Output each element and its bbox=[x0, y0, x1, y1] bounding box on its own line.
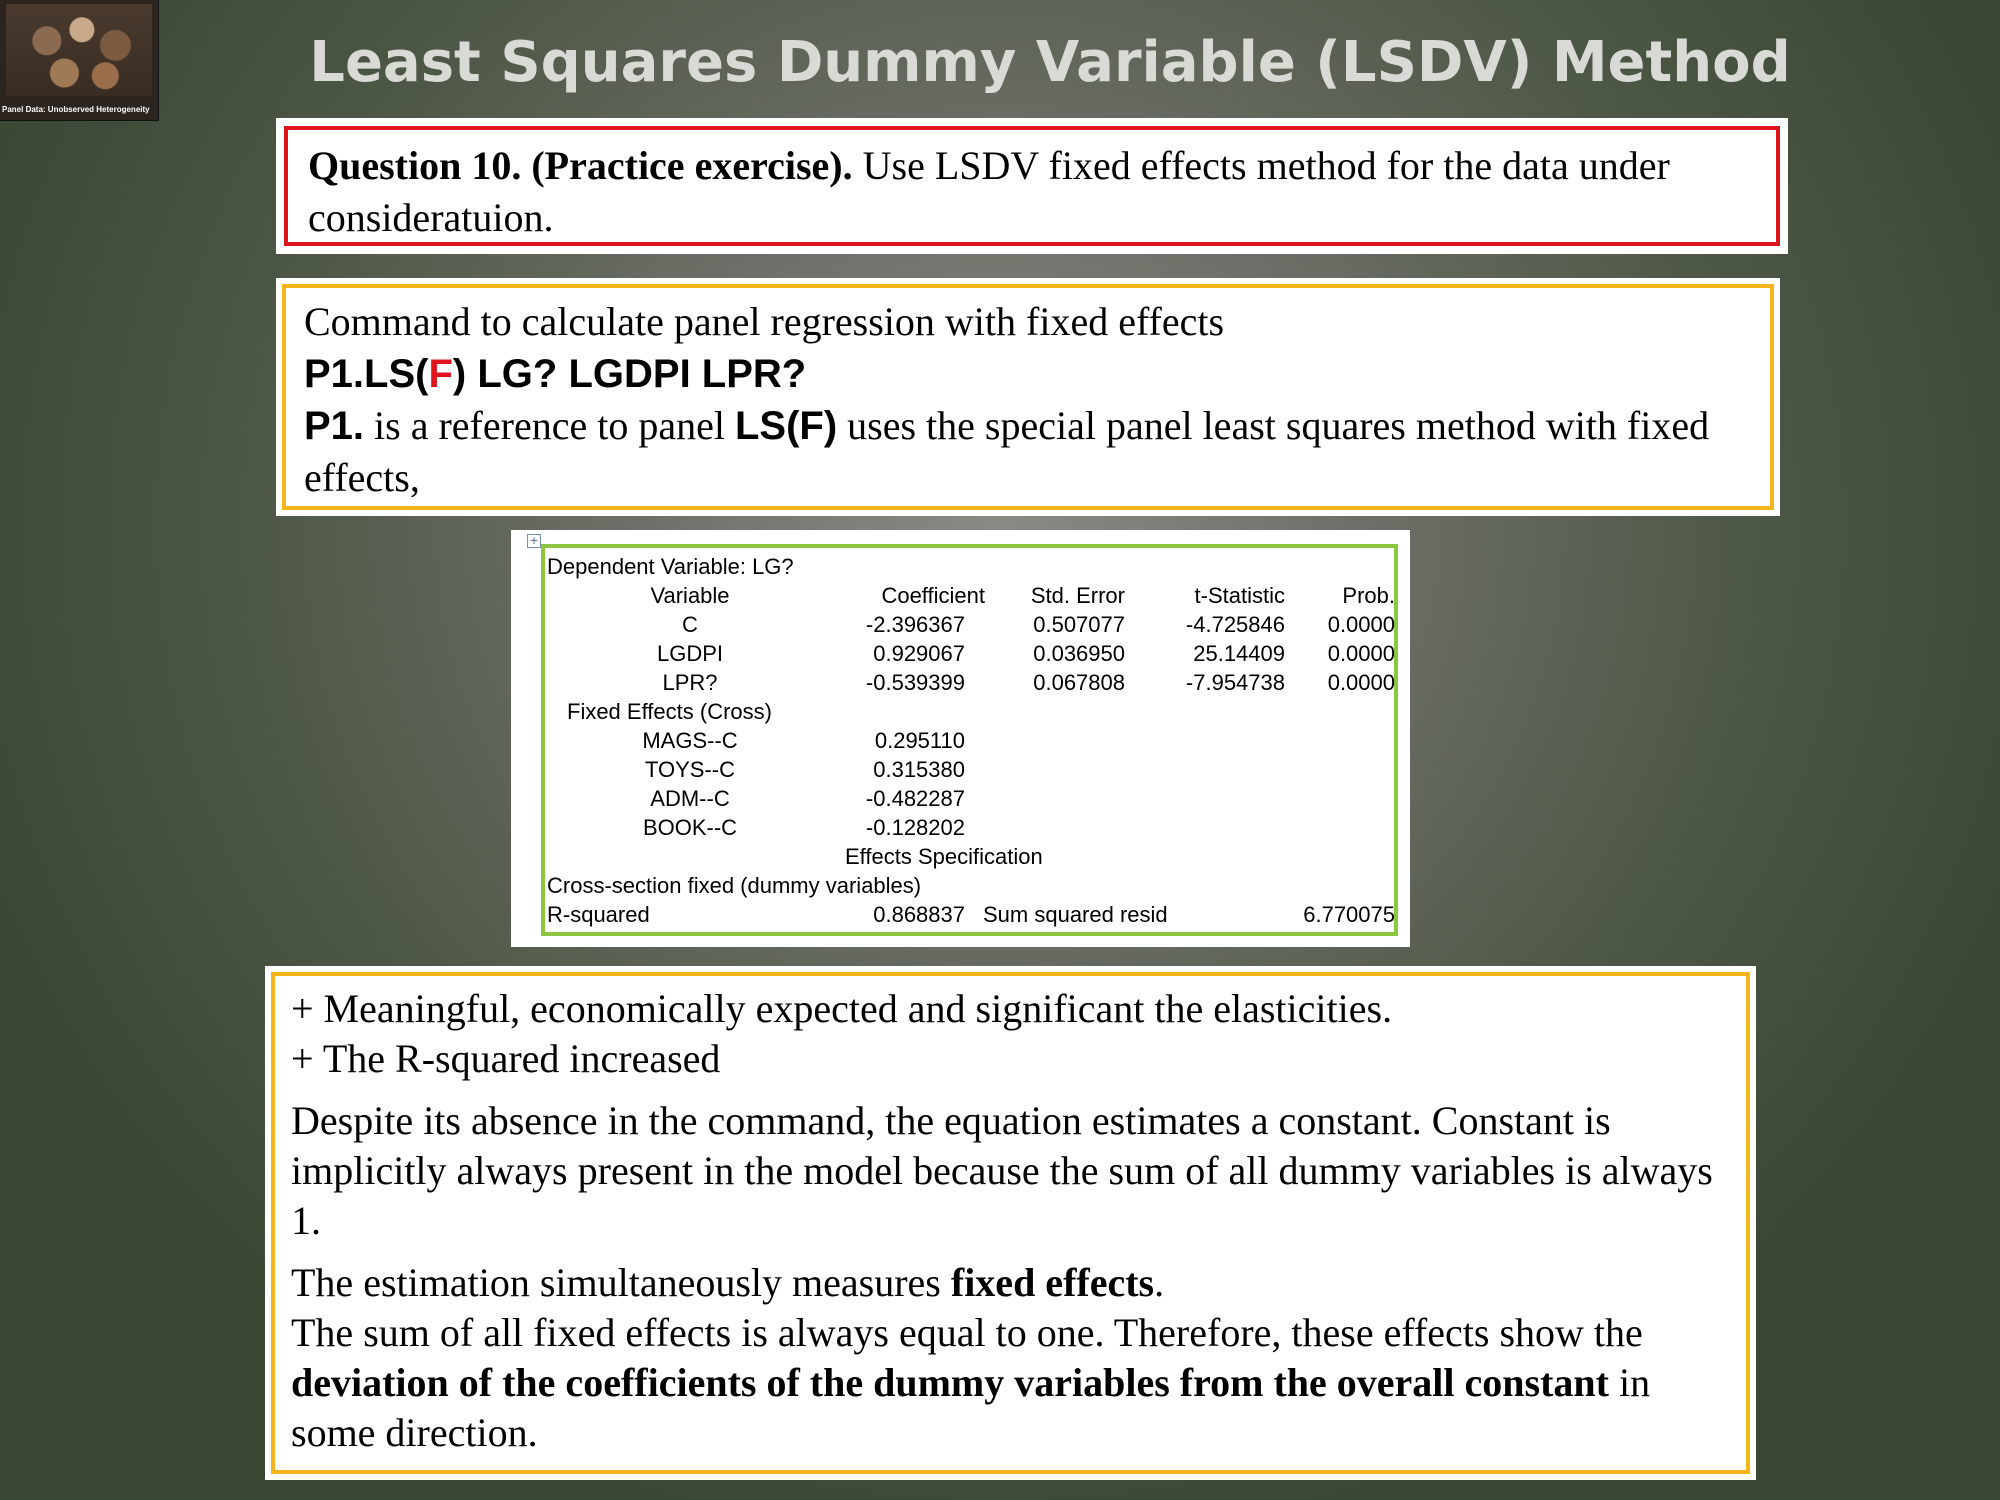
row-std-error: 0.507077 bbox=[1033, 612, 1125, 637]
slide-title: Least Squares Dummy Variable (LSDV) Method bbox=[309, 30, 1791, 95]
row-prob: 0.0000 bbox=[1327, 612, 1395, 637]
row-prob: 0.0000 bbox=[1327, 670, 1395, 695]
row-prob: 0.0000 bbox=[1327, 641, 1395, 666]
ssr-label: Sum squared resid bbox=[983, 902, 1168, 927]
row-t-statistic: 25.14409 bbox=[1193, 641, 1285, 666]
slide-thumbnail bbox=[0, 0, 159, 121]
note-r-squared: + The R-squared increased bbox=[291, 1036, 721, 1081]
command-f: F bbox=[428, 352, 453, 396]
question-label: Question 10. (Practice exercise). bbox=[308, 143, 853, 188]
command-part2: ) LG? LGDPI LPR? bbox=[452, 352, 807, 396]
row-variable: LGDPI bbox=[656, 641, 724, 666]
row-std-error: 0.036950 bbox=[1033, 641, 1125, 666]
question-text: Use LSDV fixed effects method for the data under consideratuion. bbox=[308, 143, 1670, 240]
fixed-effect-name: ADM--C bbox=[650, 786, 730, 811]
regression-output bbox=[511, 530, 1410, 947]
command-part1: P1.LS( bbox=[304, 352, 429, 396]
command-line bbox=[304, 348, 1752, 400]
ref-p1: P1. bbox=[304, 404, 365, 448]
row-coefficient: 0.929067 bbox=[873, 641, 965, 666]
header-coefficient: Coefficient bbox=[881, 583, 985, 608]
note-fixed-effects-bold: fixed effects bbox=[950, 1260, 1155, 1305]
r-squared-value: 0.868837 bbox=[873, 902, 965, 927]
thumbnail-caption: Panel Data: Unobserved Heterogeneity bbox=[2, 105, 150, 114]
regression-table bbox=[541, 544, 1398, 936]
note-deviation bbox=[291, 1308, 1730, 1458]
note-deviation-bold: deviation of the coefficients of the dummy variables from the overall constant bbox=[291, 1360, 1609, 1405]
header-prob: Prob. bbox=[1342, 583, 1395, 608]
r-squared-label: R-squared bbox=[547, 902, 650, 927]
question-box bbox=[276, 118, 1788, 254]
command-intro: Command to calculate panel regression with fixed effects bbox=[304, 299, 1225, 344]
note-deviation-text: The sum of all fixed effects is always equal to one. Therefore, these effects show the bbox=[291, 1310, 1643, 1355]
header-std-error: Std. Error bbox=[1030, 583, 1125, 608]
command-explanation bbox=[304, 400, 1752, 504]
row-t-statistic: -7.954738 bbox=[1185, 670, 1285, 695]
note-fixed-effects-text: The estimation simultaneously measures bbox=[291, 1260, 951, 1305]
note-elasticities: + Meaningful, economically expected and significant the elasticities. bbox=[291, 986, 1393, 1031]
note-fixed-effects-end: . bbox=[1154, 1260, 1165, 1305]
row-std-error: 0.067808 bbox=[1033, 670, 1125, 695]
row-variable: C bbox=[682, 612, 698, 637]
row-t-statistic: -4.725846 bbox=[1185, 612, 1285, 637]
fixed-effect-value: -0.482287 bbox=[865, 786, 965, 811]
thumbnail-photo bbox=[6, 4, 152, 96]
ref-text1: is a reference to panel bbox=[364, 403, 735, 448]
fixed-effect-value: 0.295110 bbox=[874, 728, 965, 753]
fixed-effect-name: MAGS--C bbox=[642, 728, 738, 753]
fixed-effect-name: BOOK--C bbox=[642, 815, 738, 840]
fixed-effect-value: 0.315380 bbox=[873, 757, 965, 782]
ref-lsf: LS(F) bbox=[734, 404, 838, 448]
fixed-effect-name: TOYS--C bbox=[644, 757, 736, 782]
fixed-effects-label: Fixed Effects (Cross) bbox=[567, 699, 772, 724]
dependent-variable: Dependent Variable: LG? bbox=[547, 554, 794, 579]
effects-specification: Effects Specification bbox=[845, 844, 1043, 869]
note-constant: Despite its absence in the command, the equation estimates a constant. Constant is implicitly always present in the model because the sum of all dummy variables is always 1. bbox=[291, 1098, 1713, 1243]
note-fixed-effects bbox=[291, 1258, 1730, 1308]
header-t-statistic: t-Statistic bbox=[1194, 583, 1285, 608]
row-coefficient: -0.539399 bbox=[865, 670, 965, 695]
ref-text2: uses the special panel least squares method with fixed effects, bbox=[304, 403, 1710, 500]
fixed-effect-value: -0.128202 bbox=[865, 815, 965, 840]
table-move-handle-icon[interactable]: + bbox=[527, 534, 541, 548]
ssr-value: 6.770075 bbox=[1303, 902, 1395, 927]
command-box bbox=[276, 278, 1780, 516]
row-coefficient: -2.396367 bbox=[865, 612, 965, 637]
row-variable: LPR? bbox=[662, 670, 718, 695]
notes-box bbox=[265, 966, 1756, 1480]
cross-section-note: Cross-section fixed (dummy variables) bbox=[547, 873, 922, 898]
header-variable: Variable bbox=[650, 583, 730, 608]
note-deviation-end: in some direction. bbox=[291, 1360, 1651, 1455]
